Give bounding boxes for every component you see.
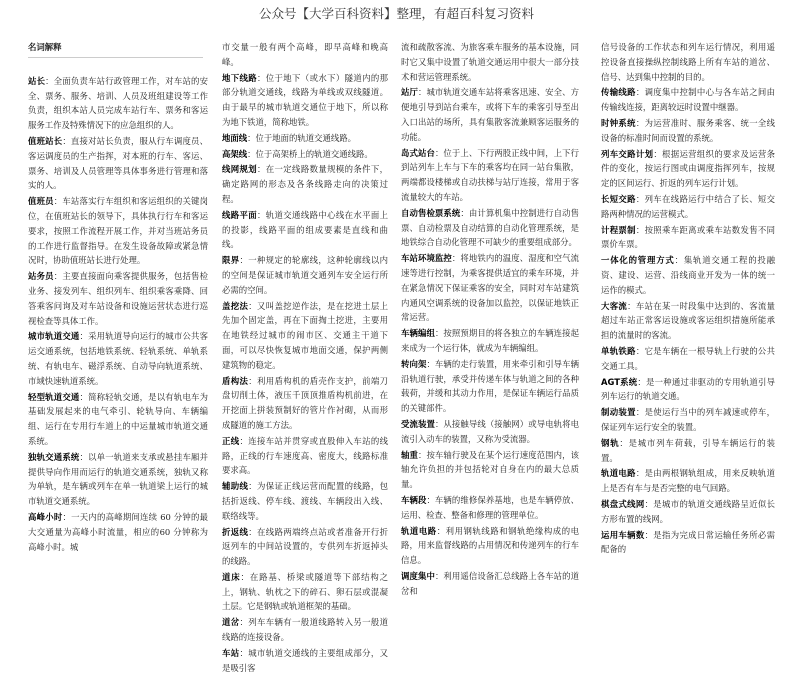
glossary-entry bbox=[601, 85, 775, 115]
glossary-entry bbox=[222, 570, 388, 614]
glossary-term: 转向架 bbox=[401, 358, 427, 369]
glossary-term: 高架线 bbox=[222, 148, 248, 159]
glossary-term: 车站 bbox=[222, 647, 240, 658]
glossary-entry bbox=[222, 646, 388, 676]
glossary-term: 车辆段 bbox=[401, 494, 427, 505]
glossary-term: 线路平面 bbox=[222, 209, 258, 220]
glossary-entry bbox=[28, 510, 208, 554]
glossary-entry bbox=[401, 357, 579, 416]
glossary-definition: ：在一定线路数量规模的条件下，确定路网的形态及各条线路走向的决策过程。 bbox=[222, 164, 389, 204]
glossary-definition: ：车站在某一时段集中达到的、客流量超过车站正常客运设施或客运组织措施所能承担的流量时的客流。 bbox=[601, 300, 776, 341]
glossary-term: 列车交路计划 bbox=[601, 148, 654, 159]
glossary-term: 一体化的管理方式 bbox=[601, 255, 675, 266]
glossary-definition: ：利用钢轨线路和钢轨绝缘构成的电路，用来监督线路的占用情况和传递列车的行车信息。 bbox=[401, 525, 580, 566]
glossary-definition: ：主要直接面向乘客提供服务，包括售检业务、接发列车、组织列车、组织乘客乘降、回答乘客问询及对车站设备和设施运营状态进行巡视检查等具体工作。 bbox=[28, 271, 209, 326]
column-3 bbox=[401, 40, 579, 599]
glossary-term: 时钟系统 bbox=[601, 117, 636, 128]
glossary-definition: ：连接车站并贯穿或直股伸入车站的线路，正线的行车速度高、密度大，线路标准要求高。 bbox=[222, 435, 389, 476]
glossary-definition: ：按照乘车距离或乘车站数发售不同票价车票。 bbox=[601, 224, 776, 250]
glossary-definition: ：城市轨道交通线的主要组成部分，又是吸引客 bbox=[222, 647, 389, 673]
glossary-term: 棋盘式线网 bbox=[601, 498, 645, 509]
glossary-definition: ：以单一轨道来支承或悬挂车厢并提供导向作用而运行的轨道交通系统，独轨又称为单轨，是车辆或列车在单一轨道梁上运行的城市轨道交通系统。 bbox=[28, 451, 209, 507]
glossary-term: 车站环境监控 bbox=[401, 253, 452, 264]
glossary-entry bbox=[601, 192, 775, 222]
glossary-term: 传输线路 bbox=[601, 87, 636, 98]
glossary-term: 自动售检票系统 bbox=[401, 207, 461, 218]
glossary-term: AGT系统 bbox=[601, 376, 638, 387]
glossary-term: 长短交路 bbox=[601, 193, 636, 204]
glossary-term: 地下线路 bbox=[222, 72, 258, 83]
glossary-term: 道岔 bbox=[222, 617, 240, 628]
glossary-term: 辅助线 bbox=[222, 481, 249, 492]
glossary-definition: ：车辆的走行装置，用来牵引和引导车辆沿轨道行驶，承受并传递车体与轨道之间的各种载荷，并缓和其动力作用，是保证车辆运行品质的关键部件。 bbox=[401, 358, 580, 414]
page-header: 公众号【大学百科资料】整理，有超百科复习资料 bbox=[258, 6, 534, 21]
glossary-entry bbox=[401, 206, 579, 250]
glossary-entry bbox=[601, 375, 775, 405]
glossary-term: 盾构法 bbox=[222, 375, 249, 386]
glossary-definition: ：位于高架桥上的轨道交通线路。 bbox=[247, 148, 373, 159]
column-4 bbox=[601, 40, 775, 558]
glossary-definition: ：由计算机集中控制进行自动售票、自动检票及自动结算的自动化管理系统，是地铁综合自动化管理不可缺少的重要组成部分。 bbox=[401, 207, 580, 248]
glossary-definition: ：车辆的维修保养基地，也是车辆停放、运用、检查、整备和修理的管理单位。 bbox=[401, 494, 580, 520]
glossary-entry bbox=[222, 479, 388, 523]
glossary-definition: ：为保证正线运营而配置的线路，包括折返线、停车线、渡线、车辆段出入线、联络线等。 bbox=[222, 481, 389, 521]
glossary-definition: ：将地铁内的温度、湿度和空气流速等进行控制，为乘客提供适宜的乘车环境，并在紧急情况下保证乘客的安全，同时对车站建筑内通风空调系统的设备加以监控，以保证地铁正常运营。 bbox=[401, 253, 580, 323]
glossary-definition: 市交量一般有两个高峰，即早高峰和晚高峰。 bbox=[222, 42, 388, 67]
glossary-entry bbox=[28, 269, 208, 328]
glossary-entry bbox=[401, 146, 579, 205]
glossary-entry bbox=[28, 450, 208, 509]
glossary-entry bbox=[28, 329, 208, 388]
glossary-entry bbox=[401, 251, 579, 325]
glossary-definition: ：按车轴行驶及在某个运行速度范围内，该轴允许负担的并包括轮对自身在内的最大总质量。 bbox=[401, 449, 580, 490]
glossary-term: 钢轨 bbox=[601, 437, 620, 448]
glossary-entry bbox=[401, 417, 579, 447]
glossary-term: 调度集中 bbox=[401, 570, 435, 581]
glossary-entry bbox=[28, 74, 208, 133]
glossary-definition: ：利用盾构机的盾壳作支护，前端刀盘切削土体，液压千顶顶推盾构机前进，在开挖面上拼装预制好的管片作衬砌，从而形成隧道的施工方法。 bbox=[222, 375, 389, 430]
glossary-definition: ：利用遥信设备汇总线路上各车站的道岔和 bbox=[401, 570, 580, 596]
section-title: 名词解释 bbox=[28, 40, 203, 58]
glossary-entry bbox=[401, 448, 579, 492]
glossary-term: 单轨铁路 bbox=[601, 345, 636, 356]
glossary-definition: ：是城市的轨道交通线路呈近似长方形布置的线网。 bbox=[601, 498, 776, 524]
glossary-entry bbox=[601, 344, 775, 374]
glossary-definition: ：调度集中控制中心与各车站之间由传输线连接，距离较远时设置中继器。 bbox=[601, 87, 776, 113]
column-1 bbox=[28, 40, 208, 555]
glossary-entry bbox=[222, 131, 388, 146]
glossary-definition: ：一种规定的轮廓线，这种轮廓线以内的空间是保证城市轨道交通列车安全运行所必需的空间。 bbox=[222, 255, 389, 295]
glossary-term: 站厅 bbox=[401, 87, 418, 98]
glossary-entry bbox=[401, 493, 579, 523]
glossary-definition: ：是由两根钢轨组成，用来反映轨道上是否有车与是否完整的电气回路。 bbox=[601, 468, 776, 494]
glossary-term: 道床 bbox=[222, 571, 241, 582]
glossary-entry bbox=[601, 405, 775, 435]
glossary-entry bbox=[401, 40, 579, 84]
glossary-term: 站长 bbox=[28, 75, 46, 86]
glossary-entry bbox=[28, 390, 208, 449]
glossary-term: 轴重 bbox=[401, 449, 418, 460]
glossary-definition: ：全面负责车站行政管理工作，对车站的安全、票务、服务、培训、人员及班组建设等工作负责，组织本站人员完成车站行车、票务和客运服务工作及特殊情况下的应急组织的人。 bbox=[28, 75, 209, 131]
glossary-term: 轨道电路 bbox=[401, 525, 437, 536]
glossary-term: 线网规划 bbox=[222, 164, 258, 175]
glossary-term: 运用车辆数 bbox=[601, 529, 645, 540]
glossary-definition: ：是城市列车荷载，引导车辆运行的装置。 bbox=[601, 437, 776, 463]
glossary-definition: ：从接触导线（接触网）或导电轨将电流引入动车的装置，又称为受流器。 bbox=[401, 418, 580, 444]
glossary-definition: ：在线路两端终点站或者准备开行折返列车的中间站设置的，专供列车折返掉头的线路。 bbox=[222, 526, 389, 567]
glossary-term: 城市轨道交通 bbox=[28, 331, 80, 342]
glossary-definition: ：一天内的高峰期间连续 60 分钟的最大交通量为高峰小时流量，相应的60 分钟称为高峰小时。城 bbox=[28, 511, 209, 552]
glossary-term: 大客流 bbox=[601, 300, 628, 311]
glossary-entry bbox=[222, 162, 388, 206]
glossary-term: 高峰小时 bbox=[28, 511, 63, 522]
glossary-entry bbox=[222, 253, 388, 297]
column-2 bbox=[222, 40, 388, 676]
glossary-entry bbox=[401, 85, 579, 144]
glossary-term: 岛式站台 bbox=[401, 147, 435, 158]
glossary-definition: ：根据运营组织的要求及运营条件的变化，按运行图或由调度指挥列车，按规定的区间运行、折返的列车运行计划。 bbox=[601, 148, 776, 189]
glossary-definition: ：位于地面的轨道交通线路。 bbox=[247, 132, 356, 143]
glossary-entry bbox=[222, 71, 388, 130]
glossary-term: 轨道电路 bbox=[601, 468, 636, 479]
glossary-definition: ：位于上、下行两股正线中间，上下行到站列车上车与下车的乘客均在同一站台集散，两端都设楼梯或自动扶梯与站厅连接，常用于客流量较大的车站。 bbox=[401, 147, 580, 202]
glossary-entry bbox=[601, 253, 775, 297]
glossary-definition: 信号设备的工作状态和列车运行情况，利用遥控设备直接操纵控制线路上所有车站的道岔、信号、达到集中控制的目的。 bbox=[601, 42, 775, 82]
glossary-entry bbox=[222, 525, 388, 569]
glossary-definition: ：直接对站长负责，服从行车调度员、客运调度员的生产指挥，对本班的行车、客运、票务、培训及人员管理等具体事务进行管理和落实的人。 bbox=[28, 135, 209, 191]
glossary-definition: ：是一种通过非驱动的专用轨道引导列车运行的轨道交通。 bbox=[601, 376, 776, 402]
glossary-term: 站务员 bbox=[28, 271, 54, 282]
glossary-entry bbox=[222, 434, 388, 478]
glossary-definition: ：为运营准时、服务乘客、统一全线设备的标准时间而设置的系统。 bbox=[601, 117, 776, 143]
glossary-term: 计程票制 bbox=[601, 224, 636, 235]
glossary-term: 车辆编组 bbox=[401, 328, 435, 339]
glossary-entry bbox=[601, 147, 775, 191]
glossary-definition: ：是指为完成日常运输任务所必需配备的 bbox=[601, 529, 776, 555]
glossary-term: 值班站长 bbox=[28, 135, 63, 146]
glossary-entry bbox=[28, 134, 208, 193]
glossary-entry bbox=[222, 374, 388, 433]
glossary-term: 折返线 bbox=[222, 526, 249, 537]
glossary-entry bbox=[28, 194, 208, 268]
glossary-definition: ：集轨道交通工程的投融资、建设、运营、沿线商业开发为一体的统一运作的模式。 bbox=[601, 255, 776, 295]
glossary-entry bbox=[401, 326, 579, 356]
glossary-entry bbox=[222, 147, 388, 162]
glossary-definition: ：又叫盖挖逆作法，是在挖进土层上先加个固定盖，再在下面掏土挖进，主要用在地铁经过城市的闹市区、交通主干道下面，可以尽快恢复城市地面交通，保护两侧建筑物的稳定。 bbox=[222, 300, 389, 370]
glossary-entry bbox=[401, 569, 579, 599]
glossary-entry bbox=[222, 299, 388, 373]
glossary-definition: ：轨道交通线路中心线在水平面上的投影，线路平面的组成要素是直线和曲线。 bbox=[222, 209, 389, 250]
glossary-entry bbox=[601, 436, 775, 466]
glossary-definition: ：按照预期目的将各独立的车辆连接起来成为一个运行体，就成为车辆编组。 bbox=[401, 328, 580, 353]
glossary-definition: ：是使运行当中的列车减速或停车，保证列车运行安全的装置。 bbox=[601, 407, 776, 432]
glossary-term: 轻型轨道交通 bbox=[28, 391, 80, 402]
glossary-definition: ：车站落实行车组织和客运组织的关键岗位，在值班站长的领导下，具体执行行车和客运要求，按照工作流程开展工作，并对当班站务员的工作进行监督指导。在发生设备故障或紧急情况时，协助值班站长进行处理。 bbox=[28, 196, 209, 266]
glossary-term: 地面线 bbox=[222, 132, 248, 143]
glossary-definition: ：采用轨道导向运行的城市公共客运交通系统，包括地铁系统、轻轨系统、单轨系统、有轨电车、磁浮系统、自动导向轨道系统、市域快速轨道系统。 bbox=[28, 331, 209, 386]
glossary-term: 独轨交通系统 bbox=[28, 451, 80, 462]
glossary-entry bbox=[222, 615, 388, 645]
glossary-definition: ：城市轨道交通车站将乘客迅速、安全、方便地引导到站台乘车，或将下车的乘客引导至出入口出站的场所，具有集散客流兼顾客运服务的功能。 bbox=[401, 87, 580, 142]
glossary-term: 制动装置 bbox=[601, 407, 636, 418]
glossary-term: 值班员 bbox=[28, 196, 54, 207]
glossary-definition: ：列车在线路运行中结合了长、短交路两种情况的运营模式。 bbox=[601, 193, 776, 219]
glossary-term: 限界 bbox=[222, 255, 240, 266]
glossary-entry bbox=[601, 466, 775, 496]
glossary-entry bbox=[601, 528, 775, 558]
glossary-entry bbox=[222, 40, 388, 70]
glossary-entry bbox=[601, 116, 775, 146]
glossary-term: 盖挖法 bbox=[222, 300, 249, 311]
glossary-entry bbox=[401, 524, 579, 568]
glossary-definition: ：在路基、桥梁或隧道等下部结构之上，钢轨、轨枕之下的碎石、卵石层或混凝土层。它是钢轨或轨道框架的基础。 bbox=[222, 571, 389, 612]
glossary-entry bbox=[222, 208, 388, 252]
glossary-definition: ：位于地下（或水下）隧道内的那部分轨道交通线，线路为单线或双线隧道。由于最早的城市轨道交通位于地下，所以称为地下铁道，简称地铁。 bbox=[222, 72, 389, 127]
glossary-definition: ：列车车辆有一般道线路转入另一般道线路的连接设备。 bbox=[222, 617, 389, 643]
glossary-definition: 流和疏散客流、为旅客乘车服务的基本设施，同时它又集中设置了轨道交通运用中很大一部分技术和营运管理系统。 bbox=[401, 42, 579, 82]
glossary-entry bbox=[601, 223, 775, 253]
glossary-term: 正线 bbox=[222, 435, 240, 446]
glossary-definition: ：它是车辆在一根导轨上行驶的公共交通工具。 bbox=[601, 345, 776, 371]
glossary-entry bbox=[601, 497, 775, 527]
glossary-entry bbox=[601, 299, 775, 343]
glossary-definition: ：简称轻轨交通，是以有轨电车为基础发展起来的电气牵引、轮轨导向、车辆编组、运行在专用行车道上的中运量城市轨道交通系统。 bbox=[28, 391, 209, 446]
glossary-entry bbox=[601, 40, 775, 84]
glossary-term: 受流装置 bbox=[401, 418, 435, 429]
